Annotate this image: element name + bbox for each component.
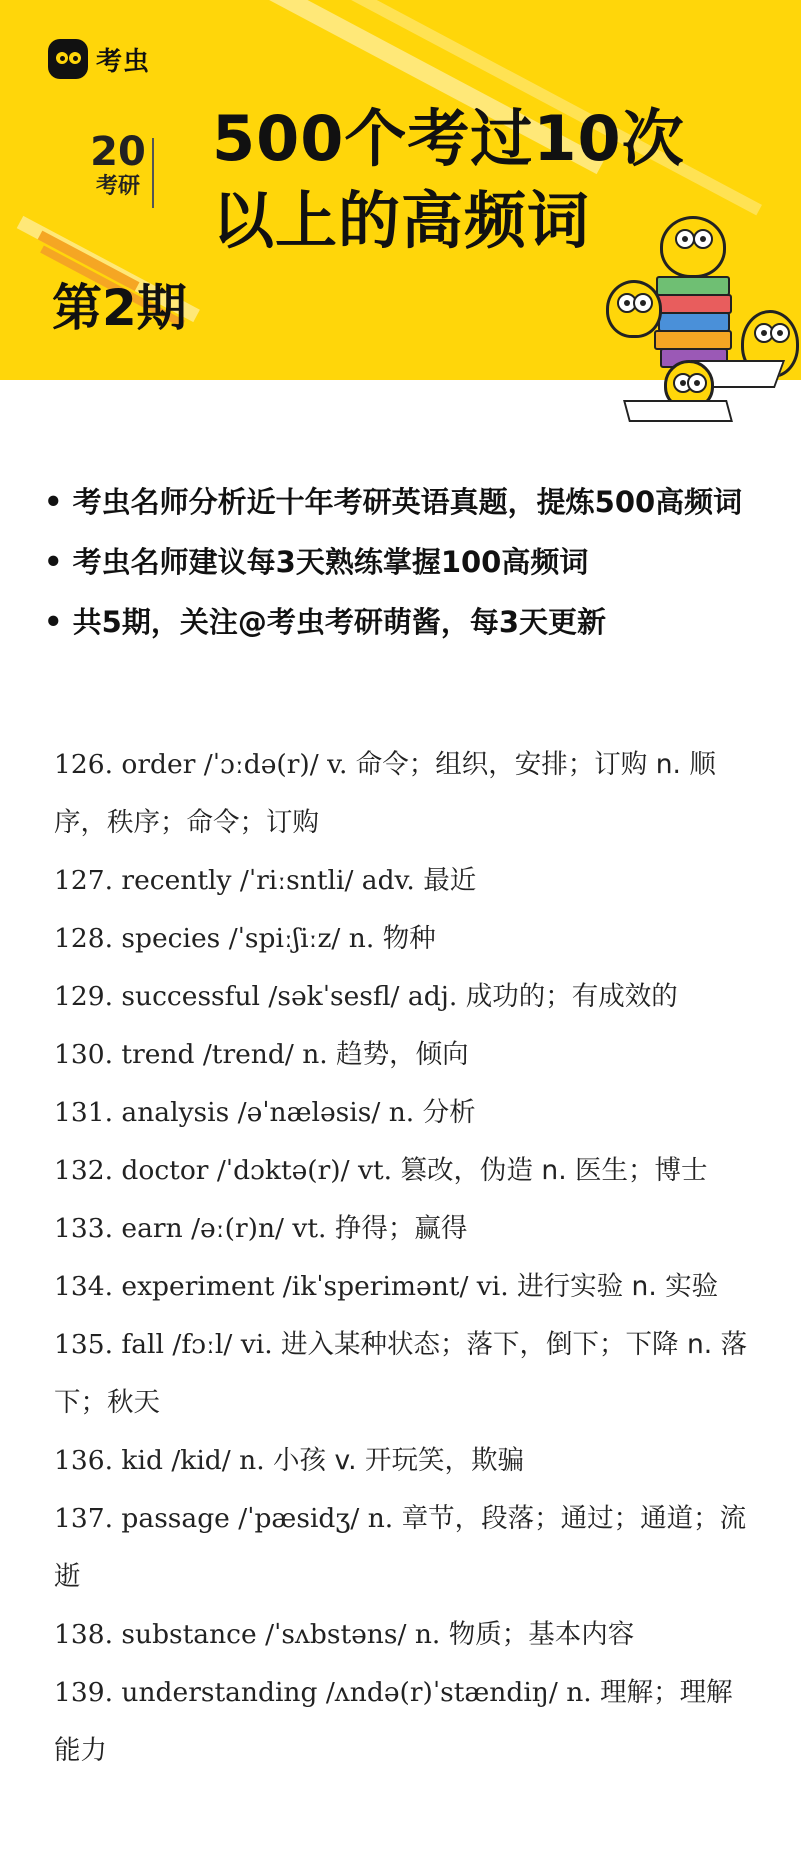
word-definition: 成功的；有成效的 — [465, 981, 678, 1012]
word-entry — [54, 1084, 754, 1142]
word-head: 139. understanding /ʌndə(r)ˈstændiŋ/ n. — [54, 1677, 601, 1708]
word-entry — [54, 1142, 754, 1200]
word-entry — [54, 968, 754, 1026]
book-icon — [658, 312, 730, 332]
word-definition: 挣得；赢得 — [334, 1213, 468, 1244]
mascot-illustration — [596, 210, 801, 425]
word-entry — [54, 1432, 754, 1490]
word-head: 130. trend /trend/ n. — [54, 1039, 337, 1070]
word-head: 137. passage /ˈpæsidʒ/ n. — [54, 1503, 402, 1534]
word-head: 135. fall /fɔːl/ vi. — [54, 1329, 282, 1360]
issue-number: 第2期 — [52, 279, 187, 337]
word-definition: 分析 — [422, 1097, 476, 1128]
word-entry — [54, 1258, 754, 1316]
bullet-item: • 考虫名师建议每3天熟练掌握100高频词 — [44, 542, 784, 582]
word-definition: 物种 — [382, 923, 436, 954]
book-icon — [654, 330, 732, 350]
word-definition: 趋势，倾向 — [336, 1039, 469, 1070]
word-entry — [54, 1490, 754, 1606]
title-line-1: 500个考过10次 — [212, 102, 685, 175]
year-badge — [82, 130, 154, 200]
word-head: 129. successful /səkˈsesfl/ adj. — [54, 981, 466, 1012]
book-icon — [656, 276, 730, 296]
word-entry — [54, 1606, 754, 1664]
word-definition: 小孩 v. 开玩笑，欺骗 — [273, 1445, 524, 1476]
word-entry — [54, 1664, 754, 1780]
word-entry — [54, 1026, 754, 1084]
bullet-item: • 考虫名师分析近十年考研英语真题，提炼500高频词 — [44, 482, 784, 522]
mascot-chick-icon — [606, 280, 662, 338]
word-head: 138. substance /ˈsʌbstəns/ n. — [54, 1619, 449, 1650]
word-head: 128. species /ˈspiːʃiːz/ n. — [54, 923, 383, 954]
word-entry — [54, 852, 754, 910]
intro-bullets — [44, 482, 784, 662]
book-icon — [652, 294, 732, 314]
word-list — [54, 736, 754, 1780]
divider — [152, 138, 154, 208]
word-head: 127. recently /ˈriːsntli/ adv. — [54, 865, 424, 896]
word-definition: 章节，段落；通过；通道；流逝 — [54, 1503, 747, 1592]
word-definition: 命令；组织，安排；订购 n. 顺序，秩序；命令；订购 — [54, 749, 716, 838]
word-head: 131. analysis /əˈnæləsis/ n. — [54, 1097, 423, 1128]
word-entry — [54, 1200, 754, 1258]
word-head: 134. experiment /ikˈsperimənt/ vi. — [54, 1271, 518, 1302]
title-line-2: 以上的高频词 — [212, 184, 591, 257]
brand-logo — [48, 36, 150, 82]
word-entry — [54, 736, 754, 852]
brand-name: 考虫 — [96, 46, 151, 77]
word-entry — [54, 1316, 754, 1432]
year-number: 20 — [90, 129, 146, 175]
chick-logo-icon — [48, 39, 88, 79]
mascot-chick-icon — [660, 216, 726, 278]
word-head: 132. doctor /ˈdɔktə(r)/ vt. — [54, 1155, 401, 1186]
word-definition: 理解；理解能力 — [54, 1677, 733, 1766]
word-definition: 最近 — [423, 865, 477, 896]
word-head: 133. earn /əː(r)n/ vt. — [54, 1213, 335, 1244]
word-head: 136. kid /kid/ n. — [54, 1445, 274, 1476]
word-definition: 进行实验 n. 实验 — [517, 1271, 719, 1302]
word-definition: 物质；基本内容 — [448, 1619, 635, 1650]
year-label: 考研 — [95, 174, 140, 199]
word-head: 126. order /ˈɔːdə(r)/ v. — [54, 749, 356, 780]
word-definition: 篡改，伪造 n. 医生；博士 — [400, 1155, 708, 1186]
word-entry — [54, 910, 754, 968]
open-book-icon — [623, 400, 733, 422]
word-definition: 进入某种状态；落下，倒下；下降 n. 落下；秋天 — [54, 1329, 748, 1418]
bullet-item: • 共5期，关注@考虫考研萌酱，每3天更新 — [44, 602, 784, 642]
